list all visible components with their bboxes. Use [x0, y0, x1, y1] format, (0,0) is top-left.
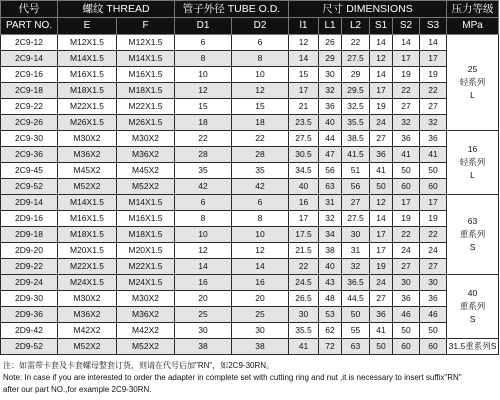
cell-d1: 38 [175, 339, 232, 355]
pressure-class-line3: S [469, 314, 476, 324]
pressure-class-line1: 31.5重系列S [448, 341, 497, 351]
cell-S2: 41 [393, 147, 420, 163]
cell-thread-e: M52X2 [58, 339, 117, 355]
cell-S1: 14 [370, 35, 393, 51]
cell-part-no: 2D9-18 [1, 227, 58, 243]
cell-thread-f: M18X1.5 [117, 227, 175, 243]
table-row [1, 307, 499, 323]
cell-d2: 18 [232, 115, 289, 131]
cell-thread-e: M24X1.5 [58, 275, 117, 291]
cell-thread-f: M18X1.5 [117, 83, 175, 99]
cell-d2: 42 [232, 179, 289, 195]
cell-l1: 17 [289, 211, 319, 227]
col-S1-header: S1 [370, 18, 393, 35]
cell-thread-e: M30X2 [58, 131, 117, 147]
col-L2-header: L2 [342, 18, 370, 35]
cell-L1: 48 [319, 291, 342, 307]
cell-thread-f: M16X1.5 [117, 67, 175, 83]
cell-d1: 25 [175, 307, 232, 323]
cell-S2: 27 [393, 259, 420, 275]
cell-thread-e: M42X2 [58, 323, 117, 339]
cell-L2: 27.5 [342, 211, 370, 227]
cell-thread-f: M42X2 [117, 323, 175, 339]
cell-l1: 22 [289, 259, 319, 275]
cell-d2: 30 [232, 323, 289, 339]
pressure-class-line1: 16 [467, 144, 478, 154]
cell-S3: 50 [420, 323, 447, 339]
cell-L1: 34 [319, 227, 342, 243]
pressure-class-line3: S [469, 242, 476, 252]
cell-part-no: 2C9-26 [1, 115, 58, 131]
cell-thread-f: M20X1.5 [117, 243, 175, 259]
cell-S1: 50 [370, 179, 393, 195]
cell-d1: 28 [175, 147, 232, 163]
cell-d2: 38 [232, 339, 289, 355]
cell-S3: 22 [420, 83, 447, 99]
cell-L2: 32 [342, 259, 370, 275]
cell-L2: 50 [342, 307, 370, 323]
cell-part-no: 2C9-36 [1, 147, 58, 163]
cell-L2: 55 [342, 323, 370, 339]
cell-d1: 6 [175, 195, 232, 211]
cell-d2: 8 [232, 211, 289, 227]
table-row [1, 163, 499, 179]
cell-S1: 12 [370, 51, 393, 67]
cell-L2: 36.5 [342, 275, 370, 291]
cell-S2: 17 [393, 51, 420, 67]
cell-S3: 30 [420, 275, 447, 291]
cell-d1: 8 [175, 211, 232, 227]
cell-S2: 60 [393, 179, 420, 195]
cell-thread-e: M52X2 [58, 179, 117, 195]
cell-S1: 17 [370, 243, 393, 259]
cell-L1: 26 [319, 35, 342, 51]
pressure-class-line1: 63 [467, 216, 478, 226]
cell-L1: 47 [319, 147, 342, 163]
cell-L1: 44 [319, 131, 342, 147]
cell-d1: 18 [175, 115, 232, 131]
cell-S2: 60 [393, 339, 420, 355]
cell-S3: 46 [420, 307, 447, 323]
cell-L2: 27.5 [342, 51, 370, 67]
cell-S2: 36 [393, 291, 420, 307]
cell-S3: 27 [420, 259, 447, 275]
cell-part-no: 2D9-20 [1, 243, 58, 259]
cell-part-no: 2D9-30 [1, 291, 58, 307]
cell-L2: 63 [342, 339, 370, 355]
table-row [1, 275, 499, 291]
cell-thread-e: M22X1.5 [58, 99, 117, 115]
cell-S2: 24 [393, 243, 420, 259]
cell-S1: 27 [370, 131, 393, 147]
cell-S2: 19 [393, 211, 420, 227]
cell-thread-e: M36X2 [58, 147, 117, 163]
table-row [1, 99, 499, 115]
table-row [1, 339, 499, 355]
table-row [1, 147, 499, 163]
cell-d2: 10 [232, 227, 289, 243]
cell-S2: 27 [393, 99, 420, 115]
table-row [1, 243, 499, 259]
cell-l1: 30.5 [289, 147, 319, 163]
table-row [1, 211, 499, 227]
cell-d2: 14 [232, 259, 289, 275]
cell-S1: 41 [370, 323, 393, 339]
table-row [1, 67, 499, 83]
cell-thread-e: M26X1.5 [58, 115, 117, 131]
cell-d2: 22 [232, 131, 289, 147]
pressure-unit-header: MPa [447, 18, 499, 35]
cell-L1: 32 [319, 83, 342, 99]
table-row [1, 83, 499, 99]
cell-part-no: 2C9-52 [1, 179, 58, 195]
cell-thread-e: M20X1.5 [58, 243, 117, 259]
pressure-class-cell [447, 35, 499, 131]
table-body [1, 35, 499, 355]
cell-part-no: 2D9-24 [1, 275, 58, 291]
cell-S3: 17 [420, 51, 447, 67]
pressure-class-line3: L [470, 90, 475, 100]
cell-thread-e: M36X2 [58, 307, 117, 323]
cell-L1: 53 [319, 307, 342, 323]
cell-thread-f: M22X1.5 [117, 99, 175, 115]
cell-l1: 16 [289, 195, 319, 211]
cell-L1: 30 [319, 67, 342, 83]
cell-thread-e: M18X1.5 [58, 83, 117, 99]
cell-d2: 8 [232, 51, 289, 67]
cell-part-no: 2C9-22 [1, 99, 58, 115]
cell-thread-f: M30X2 [117, 291, 175, 307]
cell-S1: 19 [370, 259, 393, 275]
cell-L2: 35.5 [342, 115, 370, 131]
cell-thread-f: M30X2 [117, 131, 175, 147]
cell-part-no: 2C9-30 [1, 131, 58, 147]
cell-S3: 36 [420, 131, 447, 147]
cell-d2: 25 [232, 307, 289, 323]
cell-S3: 60 [420, 179, 447, 195]
cell-d1: 12 [175, 83, 232, 99]
cell-S1: 24 [370, 275, 393, 291]
pressure-class-cell [447, 131, 499, 195]
cell-thread-e: M16X1.5 [58, 67, 117, 83]
cell-part-no: 2C9-12 [1, 35, 58, 51]
cell-S3: 19 [420, 67, 447, 83]
cell-part-no: 2D9-52 [1, 339, 58, 355]
cell-S1: 36 [370, 307, 393, 323]
table-row [1, 291, 499, 307]
cell-S3: 17 [420, 195, 447, 211]
cell-S1: 27 [370, 291, 393, 307]
cell-thread-f: M26X1.5 [117, 115, 175, 131]
note-en-line1: Note: In case if you are interested to order the adapter in complete set with cutting ring and nut ,it is necessary to insert suffix"RN" [3, 373, 462, 382]
cell-part-no: 2D9-36 [1, 307, 58, 323]
cell-d1: 6 [175, 35, 232, 51]
cell-S2: 14 [393, 35, 420, 51]
cell-S1: 24 [370, 115, 393, 131]
cell-part-no: 2C9-14 [1, 51, 58, 67]
cell-S3: 36 [420, 291, 447, 307]
cell-thread-f: M12X1.5 [117, 35, 175, 51]
cell-S3: 22 [420, 227, 447, 243]
cell-l1: 24.5 [289, 275, 319, 291]
cell-S3: 41 [420, 147, 447, 163]
col-S3-header: S3 [420, 18, 447, 35]
cell-d1: 14 [175, 259, 232, 275]
cell-S1: 14 [370, 67, 393, 83]
cell-S2: 19 [393, 67, 420, 83]
cell-S2: 22 [393, 227, 420, 243]
cell-S2: 22 [393, 83, 420, 99]
pressure-class-cell [447, 195, 499, 275]
col-d2-header: D2 [232, 18, 289, 35]
cell-S3: 60 [420, 339, 447, 355]
cell-d2: 15 [232, 99, 289, 115]
cell-S2: 46 [393, 307, 420, 323]
thread-header: 螺纹 THREAD [58, 1, 175, 18]
cell-L2: 30 [342, 227, 370, 243]
cell-d2: 28 [232, 147, 289, 163]
cell-l1: 17 [289, 83, 319, 99]
pressure-class-line1: 25 [467, 64, 478, 74]
cell-L1: 72 [319, 339, 342, 355]
cell-thread-f: M14X1.5 [117, 195, 175, 211]
pressure-class-cell [447, 275, 499, 339]
cell-S3: 32 [420, 115, 447, 131]
cell-L2: 29.5 [342, 83, 370, 99]
cell-thread-f: M52X2 [117, 339, 175, 355]
cell-thread-f: M14X1.5 [117, 51, 175, 67]
cell-S1: 12 [370, 195, 393, 211]
col-L1-header: L1 [319, 18, 342, 35]
cell-l1: 27.5 [289, 131, 319, 147]
part-no-header: PART NO. [1, 18, 58, 35]
cell-thread-e: M22X1.5 [58, 259, 117, 275]
cell-thread-e: M30X2 [58, 291, 117, 307]
pressure-class-line3: L [470, 170, 475, 180]
cell-thread-f: M16X1.5 [117, 211, 175, 227]
cell-l1: 26.5 [289, 291, 319, 307]
cell-L1: 31 [319, 195, 342, 211]
tube-od-header: 管子外径 TUBE O.D. [175, 1, 289, 18]
cell-S2: 30 [393, 275, 420, 291]
cell-d1: 12 [175, 243, 232, 259]
cell-S2: 32 [393, 115, 420, 131]
cell-L2: 32.5 [342, 99, 370, 115]
cell-part-no: 2D9-16 [1, 211, 58, 227]
cell-S2: 36 [393, 131, 420, 147]
col-d1-header: D1 [175, 18, 232, 35]
cell-thread-e: M12X1.5 [58, 35, 117, 51]
cell-d1: 35 [175, 163, 232, 179]
cell-d2: 16 [232, 275, 289, 291]
cell-S2: 17 [393, 195, 420, 211]
pressure-class-line2: 重系列 [459, 229, 486, 239]
col-f-header: F [117, 18, 175, 35]
cell-S2: 50 [393, 163, 420, 179]
cell-d2: 6 [232, 35, 289, 51]
cell-L2: 44.5 [342, 291, 370, 307]
table-row [1, 51, 499, 67]
table-row [1, 115, 499, 131]
cell-L1: 63 [319, 179, 342, 195]
cell-thread-e: M14X1.5 [58, 51, 117, 67]
cell-L1: 38 [319, 243, 342, 259]
table-row [1, 195, 499, 211]
cell-l1: 21.5 [289, 243, 319, 259]
cell-S1: 14 [370, 211, 393, 227]
cell-d1: 8 [175, 51, 232, 67]
cell-L1: 62 [319, 323, 342, 339]
cell-S3: 14 [420, 35, 447, 51]
cell-l1: 41 [289, 339, 319, 355]
cell-L2: 22 [342, 35, 370, 51]
pressure-class-cell [447, 339, 499, 355]
cell-d2: 6 [232, 195, 289, 211]
cell-l1: 14 [289, 51, 319, 67]
cell-l1: 30 [289, 307, 319, 323]
note-cn: 注：如需带卡套及卡套螺母整套订货，则请在代号后加"RN"，如2C9-30RN。 [3, 361, 275, 370]
cell-L1: 40 [319, 115, 342, 131]
cell-thread-f: M45X2 [117, 163, 175, 179]
cell-d1: 15 [175, 99, 232, 115]
pressure-class-line2: 轻系列 [459, 157, 486, 167]
cell-d1: 10 [175, 67, 232, 83]
cell-L1: 29 [319, 51, 342, 67]
cell-thread-f: M36X2 [117, 307, 175, 323]
cell-l1: 17.5 [289, 227, 319, 243]
cell-L1: 32 [319, 211, 342, 227]
cell-thread-e: M16X1.5 [58, 211, 117, 227]
table-row [1, 131, 499, 147]
cell-thread-f: M36X2 [117, 147, 175, 163]
cell-l1: 21 [289, 99, 319, 115]
cell-l1: 23.5 [289, 115, 319, 131]
cell-S1: 17 [370, 227, 393, 243]
cell-d1: 42 [175, 179, 232, 195]
table-row [1, 323, 499, 339]
cell-l1: 12 [289, 35, 319, 51]
cell-S1: 17 [370, 83, 393, 99]
cell-thread-e: M18X1.5 [58, 227, 117, 243]
cell-S1: 36 [370, 147, 393, 163]
cell-L2: 29 [342, 67, 370, 83]
cell-l1: 40 [289, 179, 319, 195]
cell-l1: 34.5 [289, 163, 319, 179]
cell-S1: 41 [370, 163, 393, 179]
cell-d2: 12 [232, 243, 289, 259]
table-row [1, 227, 499, 243]
pressure-class-line1: 40 [467, 288, 478, 298]
cell-part-no: 2C9-16 [1, 67, 58, 83]
cell-l1: 15 [289, 67, 319, 83]
cell-S3: 50 [420, 163, 447, 179]
cell-thread-e: M14X1.5 [58, 195, 117, 211]
cell-d1: 30 [175, 323, 232, 339]
cell-part-no: 2C9-18 [1, 83, 58, 99]
col-e-header: E [58, 18, 117, 35]
cell-part-no: 2D9-42 [1, 323, 58, 339]
cell-S3: 24 [420, 243, 447, 259]
cell-part-no: 2D9-14 [1, 195, 58, 211]
cell-d2: 12 [232, 83, 289, 99]
cell-d2: 35 [232, 163, 289, 179]
cell-L2: 51 [342, 163, 370, 179]
table-row [1, 35, 499, 51]
cell-L1: 56 [319, 163, 342, 179]
cell-thread-f: M24X1.5 [117, 275, 175, 291]
part-no-header-cn: 代号 [1, 1, 58, 18]
cell-thread-e: M45X2 [58, 163, 117, 179]
pressure-class-line2: 重系列 [459, 301, 486, 311]
dimensions-header: 尺寸 DIMENSIONS [289, 1, 447, 18]
cell-L2: 56 [342, 179, 370, 195]
cell-thread-f: M22X1.5 [117, 259, 175, 275]
cell-d2: 20 [232, 291, 289, 307]
cell-d2: 10 [232, 67, 289, 83]
cell-S2: 50 [393, 323, 420, 339]
cell-S3: 27 [420, 99, 447, 115]
cell-L2: 41.5 [342, 147, 370, 163]
cell-L2: 38.5 [342, 131, 370, 147]
cell-d1: 10 [175, 227, 232, 243]
table-row [1, 259, 499, 275]
cell-part-no: 2D9-22 [1, 259, 58, 275]
cell-L1: 36 [319, 99, 342, 115]
cell-S1: 50 [370, 339, 393, 355]
note-en-line2: after our part NO.,for example 2C9-30RN. [3, 385, 152, 394]
pressure-header-cn: 压力等级 [447, 1, 499, 18]
cell-S3: 19 [420, 211, 447, 227]
cell-thread-f: M52X2 [117, 179, 175, 195]
col-S2-header: S2 [393, 18, 420, 35]
cell-d1: 20 [175, 291, 232, 307]
pressure-class-line2: 轻系列 [459, 77, 486, 87]
table-row [1, 179, 499, 195]
cell-l1: 35.5 [289, 323, 319, 339]
cell-L1: 43 [319, 275, 342, 291]
cell-d1: 16 [175, 275, 232, 291]
cell-L1: 40 [319, 259, 342, 275]
cell-d1: 22 [175, 131, 232, 147]
cell-L2: 31 [342, 243, 370, 259]
cell-L2: 27 [342, 195, 370, 211]
footnote [3, 360, 497, 396]
col-l1-lower-header: l1 [289, 18, 319, 35]
cell-part-no: 2C9-45 [1, 163, 58, 179]
cell-S1: 19 [370, 99, 393, 115]
